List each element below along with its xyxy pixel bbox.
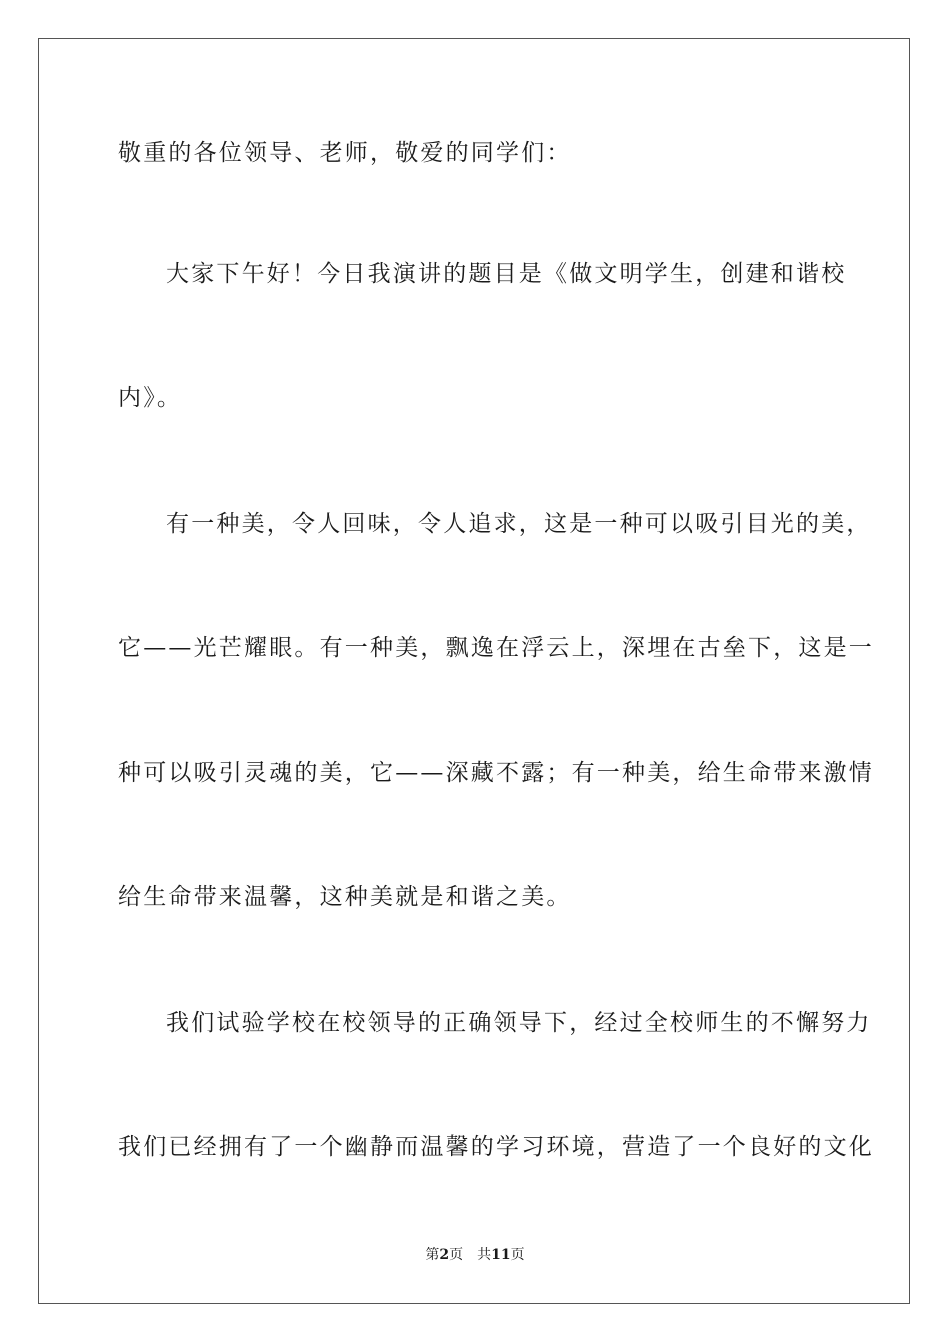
body-line-4: 它——光芒耀眼。有一种美，飘逸在浮云上，深埋在古垒下，这是一: [118, 635, 874, 661]
total-prefix: 共: [477, 1247, 492, 1263]
body-line-8: 我们已经拥有了一个幽静而温馨的学习环境，营造了一个良好的文化: [118, 1134, 874, 1160]
salutation-line: 敬重的各位领导、老师，敬爱的同学们：: [118, 140, 572, 166]
total-suffix: 页: [510, 1247, 525, 1263]
page-border: [38, 38, 910, 1304]
body-line-2: 内》。: [118, 385, 183, 411]
body-line-6: 给生命带来温馨，这种美就是和谐之美。: [118, 884, 572, 910]
page-prefix: 第: [425, 1247, 440, 1263]
body-line-1: 大家下午好！今日我演讲的题目是《做文明学生，创建和谐校: [166, 261, 847, 287]
body-line-3: 有一种美，令人回味，令人追求，这是一种可以吸引目光的美，: [166, 511, 872, 537]
body-line-7: 我们试验学校在校领导的正确领导下，经过全校师生的不懈努力: [166, 1010, 872, 1036]
total-pages: 11: [491, 1247, 511, 1263]
page-suffix: 页: [449, 1247, 464, 1263]
body-line-5: 种可以吸引灵魂的美，它——深藏不露；有一种美，给生命带来激情: [118, 760, 874, 786]
page-footer: [0, 1246, 950, 1264]
page-number: 2: [439, 1247, 450, 1263]
